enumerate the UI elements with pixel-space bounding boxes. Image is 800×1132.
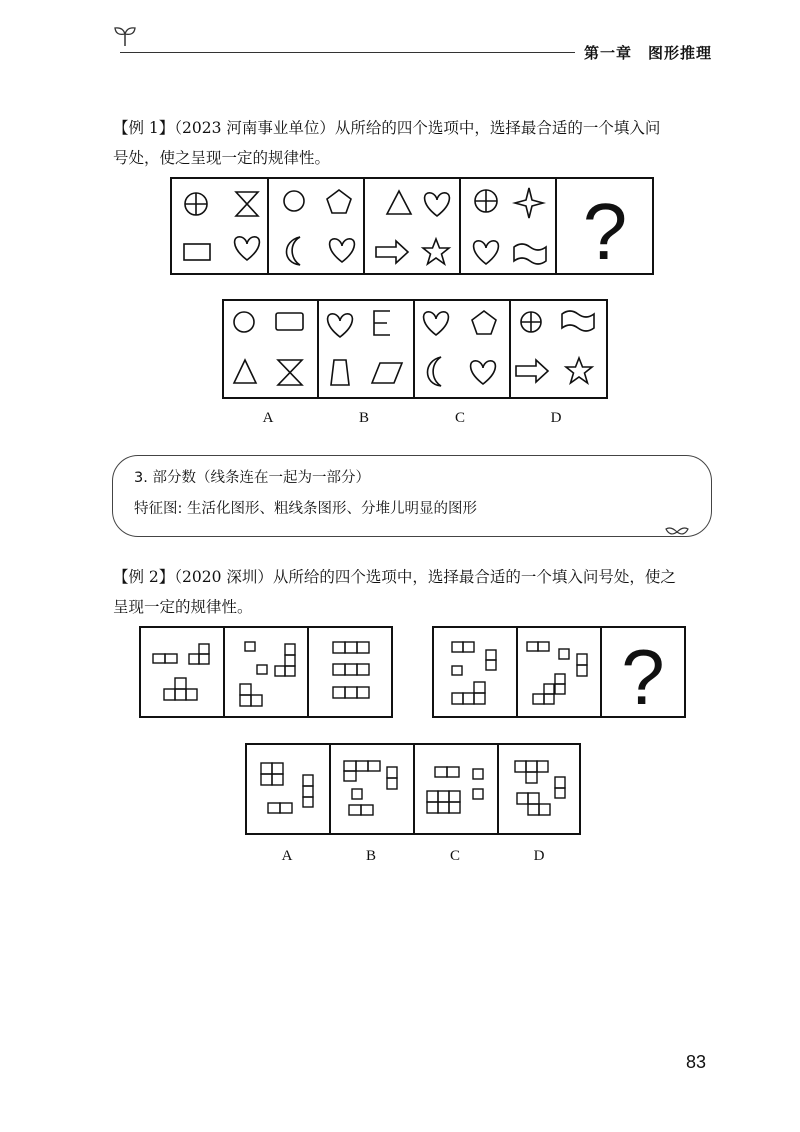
example1-option-b-label: B [358, 410, 369, 426]
example2-label: 【例 2】 [113, 568, 175, 586]
example2-option-d-label: D [533, 848, 545, 864]
example2-text-line1: 从所给的四个选项中，选择最合适的一个填入问号处，使之 [272, 568, 676, 586]
option-b-squares [344, 761, 397, 815]
heart-icon [328, 314, 353, 337]
example2-options-figure [245, 743, 581, 835]
example1-option-a-label: A [262, 410, 274, 426]
rectangle-icon [184, 244, 210, 260]
example2-question-figure-left [139, 626, 393, 718]
square-grid [333, 642, 369, 698]
note-feature: 特征图: 生活化图形、粗线条图形、分堆儿明显的图形 [134, 501, 477, 517]
example1-option-c-label: C [454, 410, 465, 426]
pentagon-icon [327, 190, 351, 213]
example2-option-b-label: B [365, 848, 376, 864]
star-icon [423, 239, 449, 264]
example1-options-figure [222, 299, 608, 399]
example2-source: （2020 深圳） [174, 568, 273, 586]
heart-icon [474, 241, 499, 264]
square-cluster [240, 642, 295, 706]
example1-text-line1: 从所给的四个选项中，选择最合适的一个填入问 [334, 119, 661, 137]
letter-e-icon [374, 311, 390, 335]
sprout-icon [112, 24, 138, 52]
example1-question [113, 113, 713, 173]
four-point-star-icon [515, 188, 543, 218]
example1-question-figure [170, 177, 654, 275]
page-number: 83 [686, 1052, 707, 1072]
question-mark: ? [582, 187, 628, 275]
triangle-icon [387, 191, 411, 214]
circle-plus-icon [521, 312, 541, 332]
option-a-squares [261, 763, 313, 813]
example1-source: （2023 河南事业单位） [174, 119, 335, 137]
pentagon-icon [472, 311, 496, 334]
flag-icon [562, 311, 594, 331]
heart-icon [471, 361, 496, 384]
crescent-icon [287, 237, 301, 265]
crescent-icon [428, 357, 442, 386]
heart-icon [235, 237, 260, 260]
circle-plus-icon [475, 190, 497, 212]
rectangle-icon [276, 313, 303, 330]
parallelogram-icon [372, 363, 402, 383]
arrow-right-icon [376, 241, 408, 263]
header-rule [120, 52, 575, 53]
heart-icon [424, 312, 449, 335]
example1-label: 【例 1】 [113, 119, 175, 137]
hourglass-icon [278, 360, 302, 385]
heart-icon [425, 193, 450, 216]
circle-icon [234, 312, 254, 332]
square-cluster [527, 642, 587, 704]
double-leaf-icon [664, 524, 690, 543]
square-cluster [452, 642, 496, 704]
circle-icon [284, 191, 304, 211]
star-icon [566, 358, 592, 383]
flag-icon [514, 244, 546, 264]
option-c-squares [427, 767, 483, 813]
chapter-title: 第一章 图形推理 [584, 44, 713, 62]
trapezoid-icon [331, 360, 349, 385]
triangle-icon [234, 360, 256, 383]
question-mark: ? [621, 633, 665, 718]
option-d-squares [515, 761, 565, 815]
example2-option-a-label: A [281, 848, 293, 864]
example1-text-line2: 号处，使之呈现一定的规律性。 [113, 149, 331, 167]
example1-option-d-label: D [550, 410, 562, 426]
example2-text-line2: 呈现一定的规律性。 [113, 598, 253, 616]
circle-plus-icon [185, 193, 207, 215]
heart-icon [330, 239, 355, 262]
note-title: 3. 部分数（线条连在一起为一部分） [134, 470, 370, 486]
hourglass-icon [236, 192, 258, 216]
example2-question-figure-right [432, 626, 686, 718]
example2-question [113, 562, 713, 622]
example2-option-c-label: C [449, 848, 460, 864]
arrow-right-icon [516, 360, 548, 382]
square-cluster [153, 644, 209, 700]
